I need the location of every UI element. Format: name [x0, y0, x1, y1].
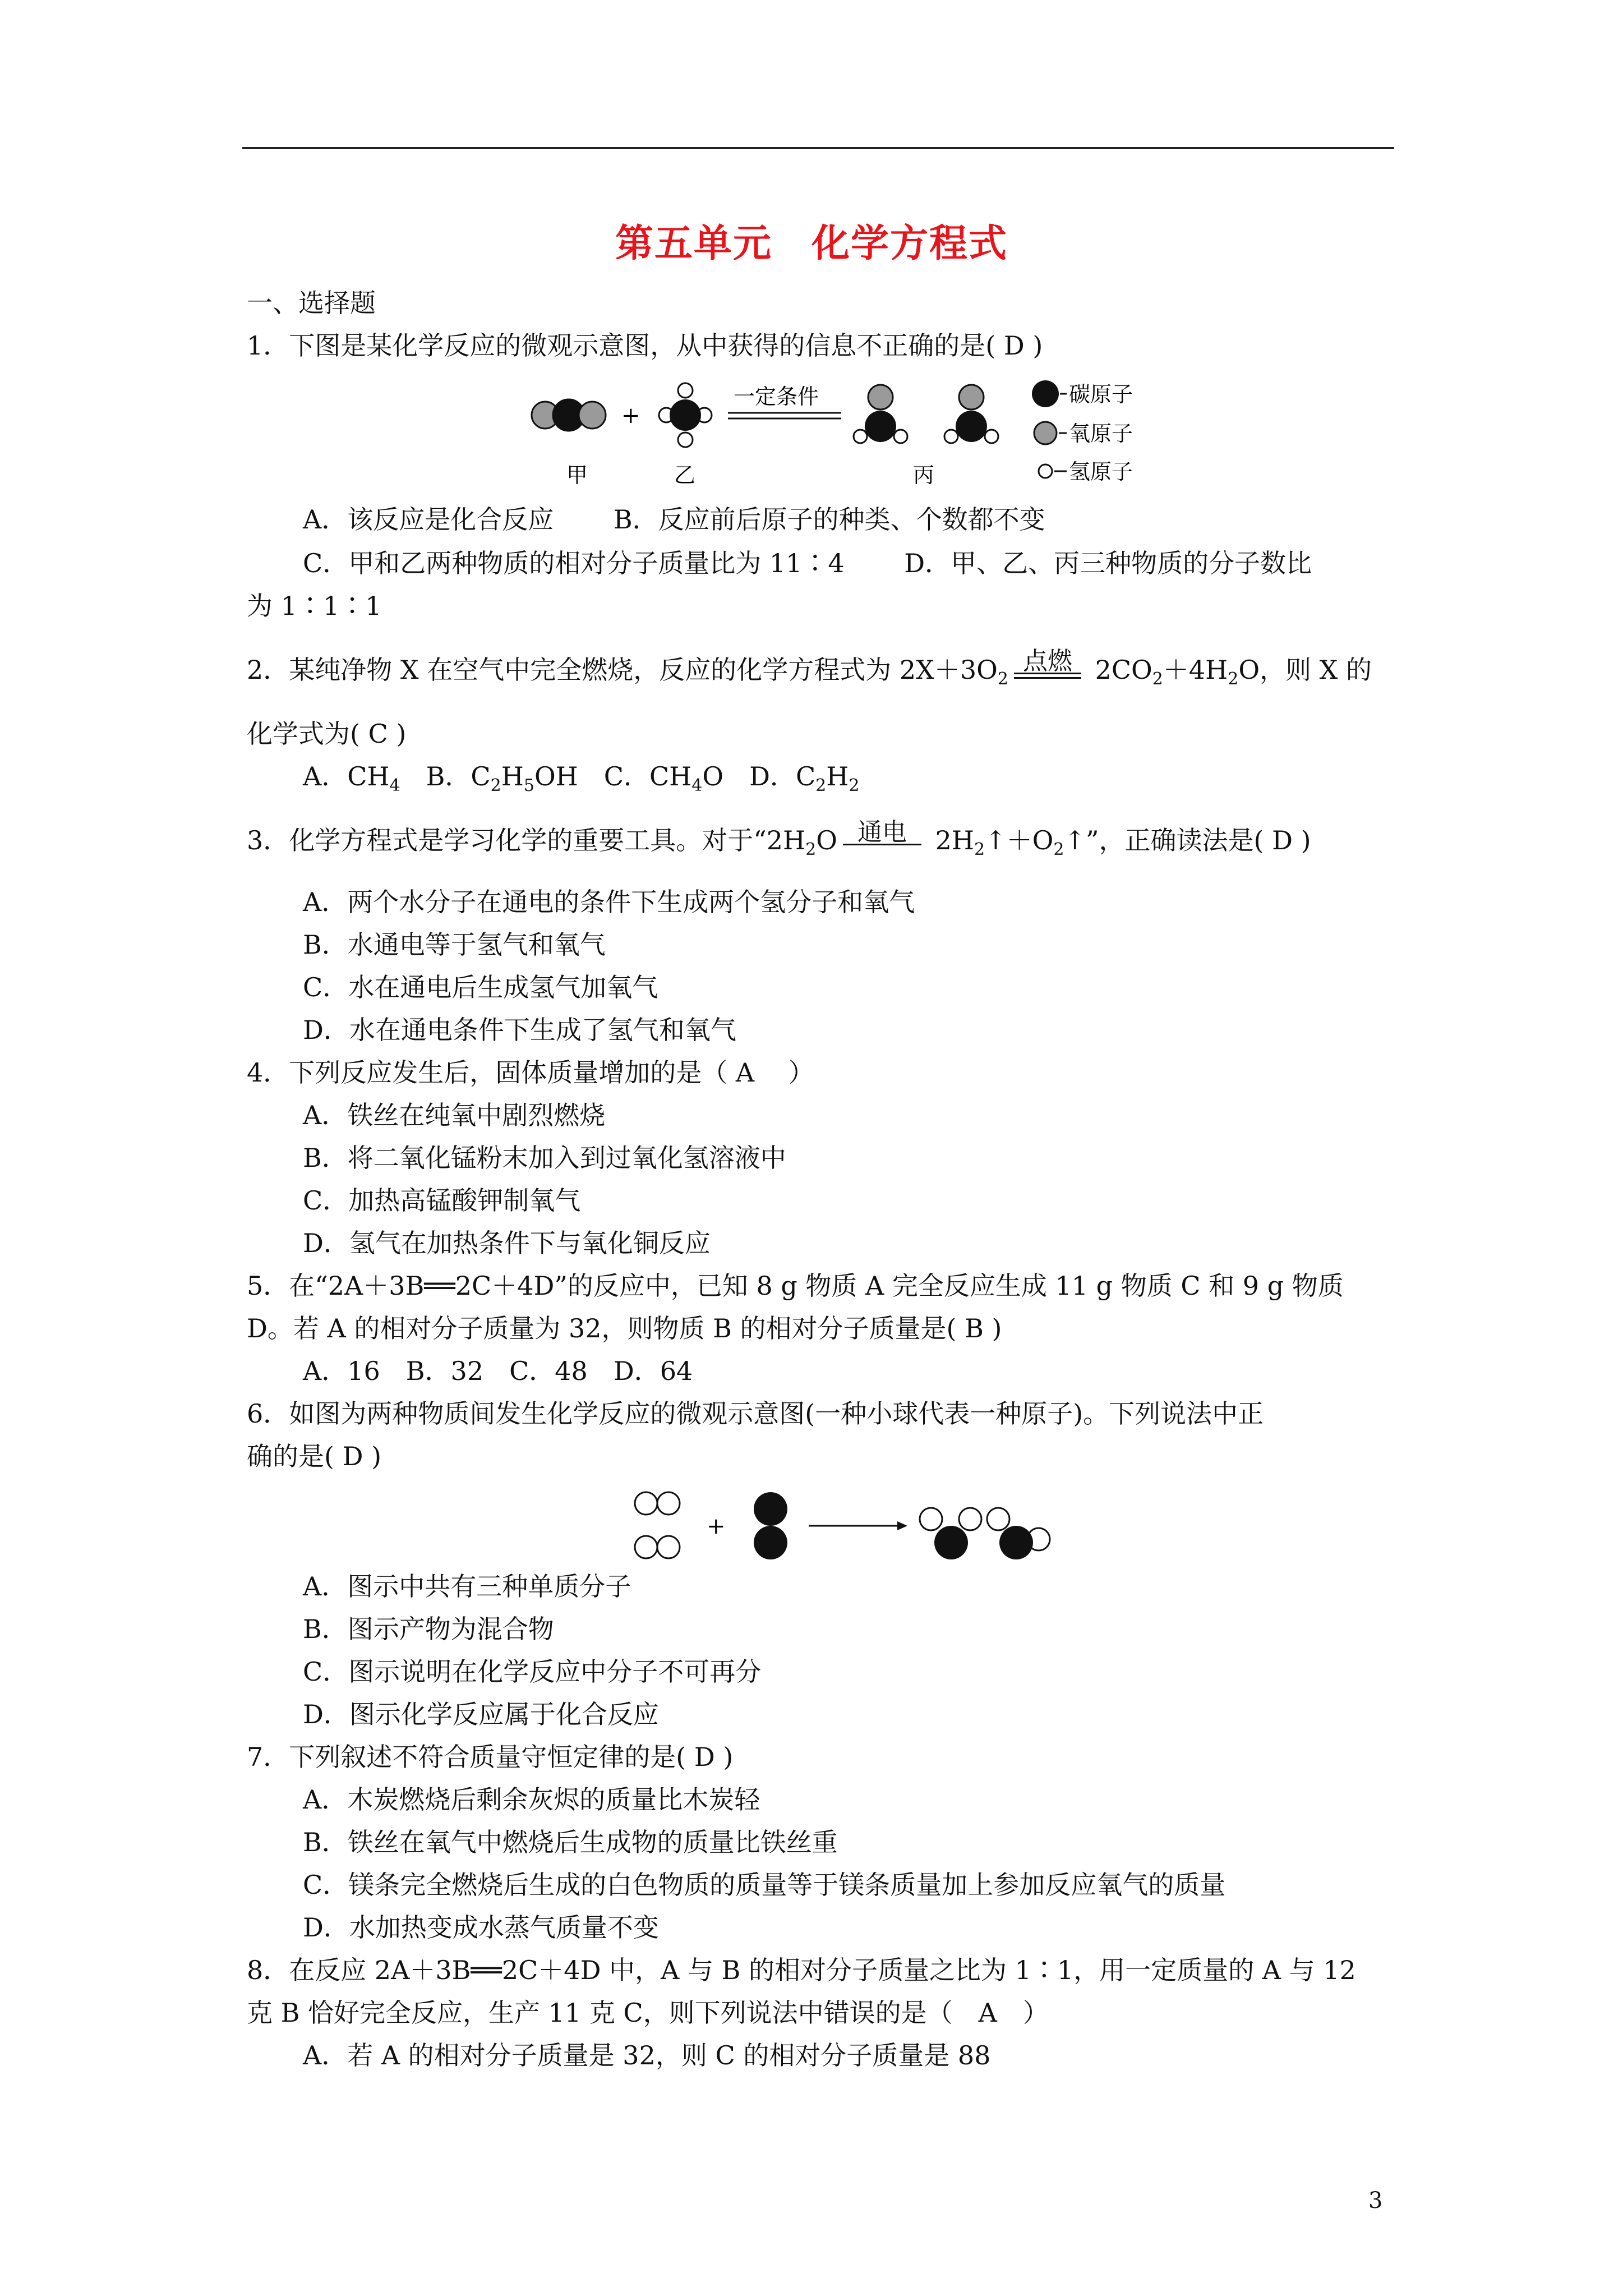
q3-option-c: C．水在通电后生成氢气加氧气 [303, 972, 658, 1002]
q8-continuation: 克 B 恰好完全反应，生产 11 克 C，则下列说法中错误的是（ A ） [247, 1998, 1049, 2028]
q4-option-b: B．将二氧化锰粉末加入到过氧化氢溶液中 [303, 1143, 786, 1173]
q6-stem: 6．如图为两种物质间发生化学反应的微观示意图(一种小球代表一种原子)。下列说法中正 [247, 1398, 1264, 1429]
molecule-jia [532, 399, 606, 431]
molecule-yi [659, 383, 712, 447]
q5-stem: 5．在“2A＋3B══2C＋4D”的反应中，已知 8 g 物质 A 完全反应生成 11 g 物质 C 和 9 g 物质 [247, 1271, 1344, 1301]
q6-reaction-figure [634, 1487, 1060, 1571]
q5-continuation: D。若 A 的相对分子质量为 32，则物质 B 的相对分子质量是( B ) [247, 1313, 1002, 1343]
product-molecules [920, 1508, 1050, 1559]
legend-oxygen: 氧原子 [1069, 421, 1133, 446]
q1-continuation: 为 1∶1∶1 [247, 591, 382, 621]
q8-option-a: A．若 A 的相对分子质量是 32，则 C 的相对分子质量是 88 [303, 2040, 991, 2070]
title-part2: 化学方程式 [811, 222, 1008, 266]
reactant-black-molecule [754, 1492, 787, 1559]
q4-stem: 4．下列反应发生后，固体质量增加的是（ A ） [247, 1057, 814, 1088]
plus-sign: + [621, 403, 640, 429]
q2-options: A．$CH_4$ B．$C_2H_5OH$ C．$CH_4O$ D．$C_2H_2$ [303, 761, 860, 795]
label-bing: 丙 [913, 463, 935, 487]
plus-sign-2: + [707, 1513, 726, 1539]
q7-option-d: D．水加热变成水蒸气质量不变 [303, 1912, 659, 1943]
section-heading: 一、选择题 [247, 288, 376, 318]
q4-option-a: A．铁丝在纯氧中剧烈燃烧 [303, 1100, 606, 1130]
q7-option-a: A．木炭燃烧后剩余灰烬的质量比木炭轻 [303, 1784, 760, 1815]
reaction-arrow [809, 1521, 907, 1530]
condition-label: 一定条件 [734, 384, 819, 409]
q6-option-b: B．图示产物为混合物 [303, 1614, 554, 1644]
q8-stem: 8．在反应 2A＋3B══2C＋4D 中，A 与 B 的相对分子质量之比为 1∶1，用一定质量的 A 与 12 [247, 1955, 1356, 1985]
reaction-condition [728, 384, 841, 418]
q7-stem: 7．下列叙述不符合质量守恒定律的是( D ) [247, 1742, 734, 1772]
legend [1032, 380, 1133, 484]
q4-option-d: D．氢气在加热条件下与氧化铜反应 [303, 1228, 711, 1258]
q6-option-a: A．图示中共有三种单质分子 [303, 1571, 631, 1602]
q3-option-d: D．水在通电条件下生成了氢气和氧气 [303, 1015, 736, 1045]
reactant-white-molecules [635, 1492, 680, 1558]
q7-option-b: B．铁丝在氧气中燃烧后生成物的质量比铁丝重 [303, 1827, 838, 1857]
q5-options: A．16 B．32 C．48 D．64 [303, 1356, 693, 1386]
label-yi: 乙 [674, 463, 696, 487]
q2-continuation: 化学式为( C ) [247, 719, 407, 749]
q1-stem: 1．下图是某化学反应的微观示意图，从中获得的信息不正确的是( D ) [247, 330, 1043, 361]
legend-carbon: 碳原子 [1069, 382, 1133, 407]
header-rule [242, 147, 1394, 149]
q1-options-cd: C．甲和乙两种物质的相对分子质量比为 11∶4 D．甲、乙、丙三种物质的分子数比 [303, 548, 1312, 578]
q1-options-ab: A．该反应是化合反应 B．反应前后原子的种类、个数都不变 [303, 504, 1045, 535]
q6-option-d: D．图示化学反应属于化合反应 [303, 1699, 659, 1729]
q4-option-c: C．加热高锰酸钾制氧气 [303, 1185, 581, 1216]
q3-option-a: A．两个水分子在通电的条件下生成两个氢分子和氧气 [303, 887, 915, 917]
molecule-bing-1 [854, 385, 907, 443]
page-number: 3 [1368, 2188, 1383, 2214]
q3-option-b: B．水通电等于氢气和氧气 [303, 930, 606, 960]
q2-stem: 2．某纯净物 X 在空气中完全燃烧，反应的化学方程式为 $2X+3O_2$ 点燃 $2CO_2+4H_2O$，则 X 的 [247, 647, 1372, 689]
q7-option-c: C．镁条完全燃烧后生成的白色物质的质量等于镁条质量加上参加反应氧气的质量 [303, 1870, 1226, 1900]
q6-option-c: C．图示说明在化学反应中分子不可再分 [303, 1657, 762, 1687]
page-title [0, 213, 1623, 268]
q2-condition: 点燃 [1014, 678, 1081, 679]
title-part1: 第五单元 [615, 222, 772, 266]
q3-stem: 3．化学方程式是学习化学的重要工具。对于“$2H_2O$ 通电 $2H_2↑+O_2↑$”，正确读法是( D ) [247, 818, 1311, 859]
q1-reaction-figure [527, 375, 1166, 498]
legend-hydrogen: 氢原子 [1069, 459, 1133, 484]
q6-continuation: 确的是( D ) [247, 1441, 382, 1471]
molecule-bing-2 [944, 385, 998, 443]
label-jia: 甲 [566, 463, 588, 487]
